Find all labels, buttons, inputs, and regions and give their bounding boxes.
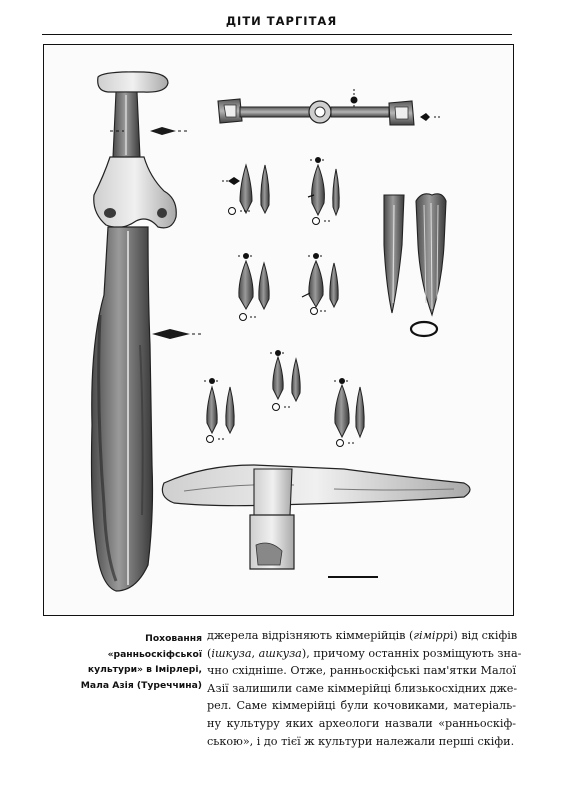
arrowhead-group-5 [204,378,234,443]
caption-line: Поховання «ранньоскіфської [107,633,202,660]
arrowhead-group-2 [308,157,339,225]
running-head: ДІТИ ТАРГІТАЯ [225,14,338,28]
artifact-drawing [44,45,513,615]
caption-line: Мала Азія (Туреччина) [80,679,202,691]
arrowhead-group-1 [222,165,269,215]
body-line: ською», і до тієї ж культури належали перші скіфи. [207,734,515,748]
body-line: чно східніше. Отже, ранньоскіфські пам'ятки Малої [207,664,517,678]
scabbard-chapes [384,194,446,336]
arrowhead-group-3 [238,253,269,321]
artifact-plate [43,44,514,616]
caption-line: культури» в Імірлері, [87,664,202,675]
figure-caption [52,631,202,693]
arrowhead-group-7 [334,378,364,447]
axe-artifact [162,465,470,577]
body-paragraph [207,627,522,750]
header-rule [42,34,512,35]
body-line: джерела відрізняють кіммерійців (гіміррі) від скіфів [207,629,518,642]
bar-artifact [218,89,442,125]
body-line: рел. Саме кіммерійці були кочовиками, матеріаль- [207,699,516,713]
arrowhead-group-6 [270,350,300,411]
sword-artifact [92,72,203,591]
body-line: Азії залишили саме кіммерійці близькосхідних дже- [207,681,518,695]
arrowhead-group-4 [302,253,338,315]
body-line: ну культуру яких археологи назвали «ранньоскіф- [207,716,516,730]
body-line: (ішкуза, ашкуза), причому останніх розміщують зна- [207,646,522,660]
